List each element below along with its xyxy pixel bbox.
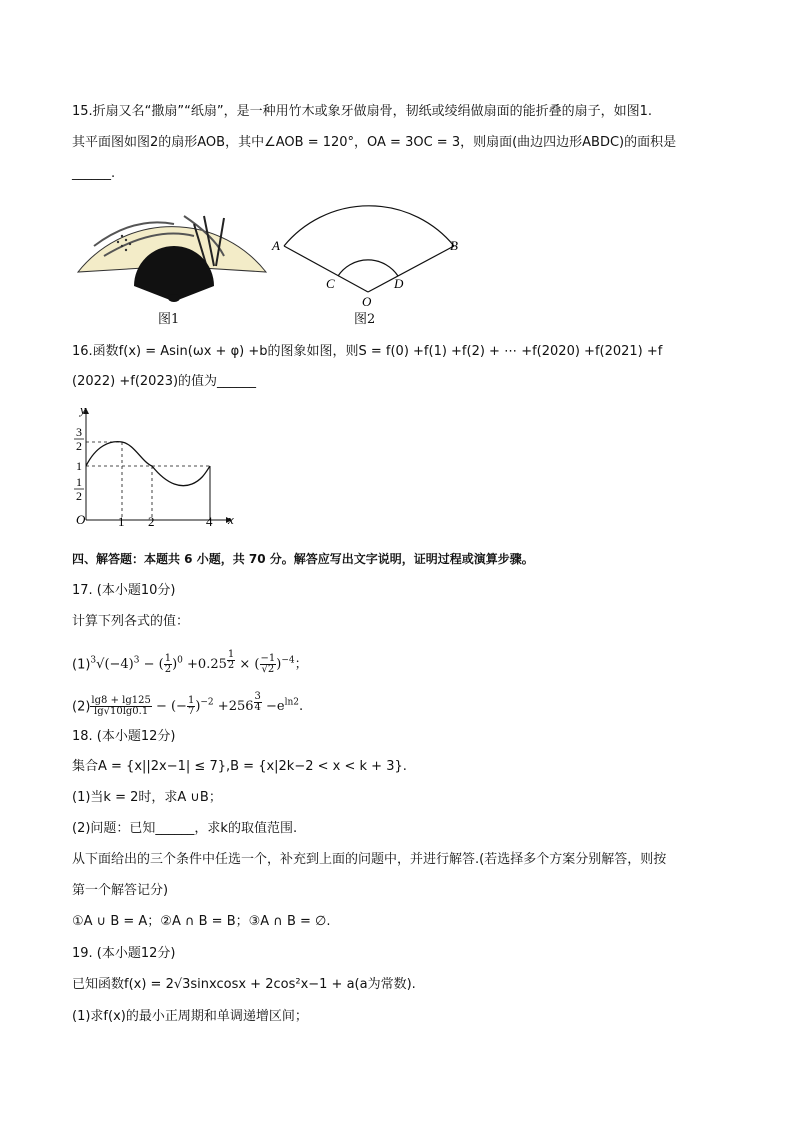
label-o: O bbox=[362, 294, 372, 308]
q15-line1: 15.折扇又名“撒扇”“纸扇”，是一种用竹木或象牙做扇骨，韧纸或绫绢做扇面的能折叠的扇子，如图1. bbox=[72, 104, 653, 119]
q17-part1: $(1)^3√(-4)^3$ − ( $\frac{1}{2}$ )$^0$ +0.25 $^{\frac{1}{2}}$ × ( $\frac{-1}{√2}$ )$^{-4}$； bbox=[72, 649, 308, 676]
q18-set-definition: 集合A = {x||2x−1| ≤ 7},B = {x|2k−2 < x < k + 3}. bbox=[72, 759, 407, 774]
origin-label: O bbox=[76, 512, 86, 527]
y-tick-half-den: 2 bbox=[76, 489, 82, 503]
q18-part2: (2)问题：已知______，求k的取值范围. bbox=[72, 821, 298, 836]
q15-line2: 其平面图如图2的扇形AOB，其中∠AOB = 120°，OA = 3OC = 3，则扇面(曲边四边形ABDC)的面积是 bbox=[72, 135, 677, 150]
y-axis-label: y bbox=[80, 402, 86, 417]
q16-line1: 16.函数f(x) = Asin(ωx + φ) +b的图象如图，则S = f(0) +f(1) +f(2) + ⋯ +f(2020) +f(2021) +f bbox=[72, 344, 663, 359]
q18-options: ①A ∪ B = A；②A ∩ B = B；③A ∩ B = ∅. bbox=[72, 914, 331, 929]
x-tick-4: 4 bbox=[206, 514, 213, 529]
q16-line2: (2022) +f(2023)的值为______ bbox=[72, 374, 257, 389]
section4-heading: 四、解答题：本题共 6 小题，共 70 分。解答应写出文字说明，证明过程或演算步骤。 bbox=[72, 552, 534, 566]
x-axis-label: x bbox=[228, 512, 234, 527]
x-tick-1: 1 bbox=[118, 514, 125, 529]
q17-intro: 计算下列各式的值： bbox=[72, 614, 190, 629]
q17-title: 17. (本小题10分) bbox=[72, 583, 176, 598]
q19-function: 已知函数f(x) = 2√3sinxcosx + 2cos²x−1 + a(a为常数). bbox=[72, 977, 416, 992]
fig2-caption: 图2 bbox=[354, 312, 376, 327]
q15-blank: ______. bbox=[72, 166, 116, 181]
folding-fan-illustration bbox=[74, 196, 270, 306]
sector-aob-diagram bbox=[270, 196, 470, 308]
q17-part2: (2) $\frac{\lg 8 + \lg 125}{\lg√10\lg 0.1}$ − (− $\frac{1}{7}$ )$^{-2}$ +256 $^{\frac{3}{4}}$ $-e^{ln2}$. bbox=[72, 691, 304, 718]
q18-title: 18. (本小题12分) bbox=[72, 729, 176, 744]
label-b: B bbox=[450, 238, 458, 253]
q18-part1: (1)当k = 2时，求A ∪B； bbox=[72, 790, 222, 805]
q19-title: 19. (本小题12分) bbox=[72, 946, 176, 961]
sine-graph bbox=[72, 402, 242, 530]
y-tick-1: 1 bbox=[76, 459, 82, 473]
y-tick-3-den: 2 bbox=[76, 439, 82, 453]
y-tick-3-num: 3 bbox=[76, 425, 82, 439]
q19-part1: (1)求f(x)的最小正周期和单调递增区间； bbox=[72, 1009, 308, 1024]
q18-instruction-line1: 从下面给出的三个条件中任选一个，补充到上面的问题中，并进行解答.(若选择多个方案分别解答，则按 bbox=[72, 852, 667, 867]
y-tick-half-num: 1 bbox=[76, 475, 82, 489]
x-tick-2: 2 bbox=[148, 514, 155, 529]
fig1-caption: 图1 bbox=[158, 312, 180, 327]
q17-part1-label: (1) bbox=[72, 657, 91, 673]
q17-part2-label: (2) bbox=[72, 699, 91, 715]
label-a: A bbox=[272, 238, 280, 253]
label-c: C bbox=[326, 276, 335, 291]
label-d: D bbox=[394, 276, 404, 291]
q18-instruction-line2: 第一个解答记分) bbox=[72, 883, 169, 898]
